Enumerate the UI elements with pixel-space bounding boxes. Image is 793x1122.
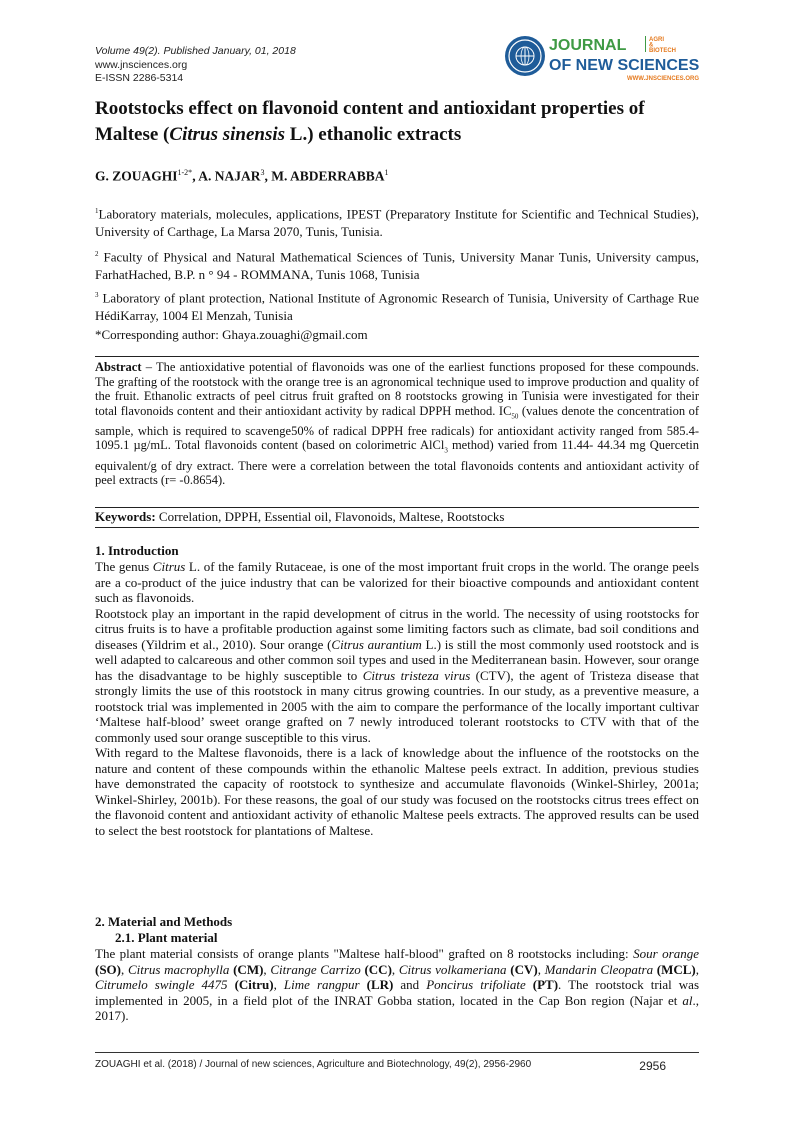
introduction-body bbox=[95, 559, 699, 838]
footer-citation: ZOUAGHI et al. (2018) / Journal of new sciences, Agriculture and Biotechnology, 49(2), 2956-2960 bbox=[95, 1059, 532, 1070]
plant-material-body: The plant material consists of orange plants "Maltese half-blood" grafted on 8 rootstocks including: Sour orange (SO), Citrus macrophylla (CM), Citrange Carrizo (CC), Citrus volkameriana (CV), Mandarin Cleopatra (MCL), Citrumelo swingle 4475 (Citru), Lime rangpur (LR) and Poncirus trifoliate (PT). The rootstock trial was implemented in 2005, in a field plot of the INRAT Gobba station, located in the Cap Bon region (Najar et al., 2017). bbox=[95, 946, 700, 1023]
author-abderrabba: , M. ABDERRABBA bbox=[264, 168, 385, 184]
logo-line1: JOURNAL bbox=[549, 37, 627, 54]
paper-title: Rootstocks effect on flavonoid content and antioxidant properties of Maltese (Citrus sinensis L.) ethanolic extracts bbox=[95, 98, 645, 145]
abstract: Abstract – The antioxidative potential of flavonoids was one of the earliest functions proposed for these compounds. The grafting of the rootstock with the orange tree is an agronomical technique used to improve production and quality of the fruit. Ethanolic extracts of peel citrus fruit grafted on 8 rootstocks growing in Tunisia were investigated for their total flavonoids content and their antioxidant activity by radical DPPH method. $IC_{50}$ (values denote the concentration of sample, which is required to scavenge50% of radical DPPH free radicals) for antioxidant activity ranged from 585.4-1095.1 µg/mL. Total flavonoids content (based on colorimetric AlCl$_3$ method) varied from 11.44- 44.34 mg Quercetin equivalent/g of dry extract. There were a correlation between the total flavonoids contents and antioxidant activity of peel extracts (r= -0.8654). bbox=[95, 356, 699, 488]
website-link[interactable]: www.jnsciences.org bbox=[95, 58, 188, 71]
intro-paragraph-2: Rootstock play an important in the rapid development of citrus in the world. The necessity of using rootstocks for citrus fruits is to have a profitable production against some limiting factors such as climate, bad soil conditions and diseases (Yildrim et al., 2010). Sour orange (Citrus aurantium L.) is still the most commonly used rootstock and is well adapted to calcareous and other common soil types and used in the Mediterranean basin. However, sour orange has the disadvantage to be highly susceptible to Citrus tristeza virus (CTV), the agent of Tristeza disease that strongly limits the use of this rootstock in many citrus growing countries. In our study, as a preventive measure, a rootstock trial was implemented in 2005 with the aim to compare the performance of the locally important cultivar ‘Maltese half-blood’ sweet orange grafted on 7 newly introduced tolerant rootstocks to CTV with that of the commonly used sour orange susceptible to this virus. bbox=[95, 605, 699, 745]
logo-side3: BIOTECH bbox=[649, 48, 676, 54]
globe-seal-icon bbox=[505, 36, 545, 76]
section-introduction-heading: 1. Introduction bbox=[95, 543, 179, 558]
journal-logo bbox=[503, 34, 701, 88]
journal-meta bbox=[95, 45, 296, 86]
page-number: 2956 bbox=[639, 1059, 666, 1073]
affiliation-1: $^1$Laboratory materials, molecules, applications, IPEST (Preparatory Institute for Scientific and Technical Studies), University of Carthage, La Marsa 2070, Tunis, Tunisia. bbox=[95, 206, 699, 240]
logo-side1: AGRI bbox=[649, 37, 664, 43]
issn-line: E-ISSN 2286-5314 bbox=[95, 72, 184, 84]
author-list: G. $ZOUAGHI^{1-2*}$, A. NAJAR$^3$, M. ABDERRABBA$^1$ bbox=[95, 168, 389, 184]
affiliation-3: $^3$ Laboratory of plant protection, National Institute of Agronomic Research of Tunisia, University of Carthage Rue HédiKarray, 1004 El Menzah, Tunisia bbox=[95, 290, 699, 324]
keywords: Keywords: Correlation, DPPH, Essential oil, Flavonoids, Maltese, Rootstocks bbox=[95, 507, 699, 528]
corresponding-author: *Corresponding author: Ghaya.zouaghi@gmail.com bbox=[95, 327, 368, 342]
author-najar: , A. NAJAR bbox=[192, 168, 261, 184]
logo-url: WWW.JNSCIENCES.ORG bbox=[626, 76, 699, 82]
volume-line: Volume 49(2). Published January, 01, 2018 bbox=[95, 45, 296, 57]
subsection-plant-material-heading: 2.1. Plant material bbox=[115, 930, 218, 945]
page-footer bbox=[95, 1052, 699, 1073]
affiliation-2: $^2$ Faculty of Physical and Natural Mathematical Sciences of Tunis, University Manar Tunis, University campus, FarhatHached, B.P. n ° 94 - ROMMANA, Tunis 1068, Tunisia bbox=[95, 249, 699, 283]
author-zouaghi: G. ZOUAGHI bbox=[95, 168, 178, 184]
logo-side2: & bbox=[649, 42, 654, 49]
intro-paragraph-1: The genus Citrus L. of the family Rutaceae, is one of the most important fruit crops in the world. The orange peels are a co-product of the juice industry that can be valorized for their bioactive compounds and antioxidant content such as flavonoids. bbox=[95, 559, 700, 605]
intro-paragraph-3: With regard to the Maltese flavonoids, there is a lack of knowledge about the influence of the rootstocks on the nature and content of these compounds within the ethanolic Maltese peels extract. In addition, previous studies have demonstrated the capacity of rootstock to synthesize and accumulate flavonoids (Winkel-Shirley, 2001a; Winkel-Shirley, 2001b). For these reasons, the goal of our study was focused on the rootstocks citrus trees effect on the flavonoid content and antioxidant activity of ethanolic Maltese peels extracts. The approved results can be used to select the best rootstock for plantations of Maltese. bbox=[95, 745, 699, 838]
logo-line2: OF NEW SCIENCES bbox=[549, 57, 700, 74]
section-methods-heading: 2. Material and Methods bbox=[95, 914, 233, 929]
